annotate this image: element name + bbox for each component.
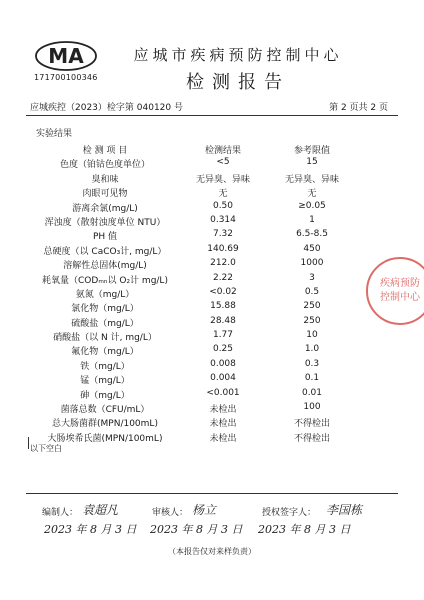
row-limit: 0.1 [304, 373, 320, 384]
row-result: 未检出 [209, 405, 237, 416]
prepared-date: 2023 年 8 月 3 日 [44, 523, 137, 536]
row-item: 浑浊度（散射浊度单位 NTU） [44, 217, 166, 228]
table-row [28, 431, 400, 445]
row-limit: 不得检出 [293, 433, 330, 444]
row-item: 耗氧量（CODₘₙ以 O₂计 mg/L) [42, 275, 168, 286]
row-item: 铁（mg/L） [80, 361, 130, 372]
end-note-bracket [28, 437, 29, 449]
table-row [28, 388, 400, 402]
official-seal-stamp [364, 255, 424, 327]
prepared-by-label: 编制人： [42, 508, 79, 518]
svg-text:疾病预防: 疾病预防 [380, 278, 420, 289]
svg-text:MA: MA [48, 44, 84, 68]
row-item: 总大肠菌群(MPN/100mL) [52, 419, 158, 430]
header-limit: 参考限值 [293, 146, 330, 156]
end-note: 以下空白 [30, 444, 62, 453]
table-row [28, 373, 400, 387]
row-limit: 1000 [300, 258, 324, 269]
row-limit: 0.01 [301, 387, 323, 398]
row-item: 总硬度（以 CaCO₃计, mg/L） [43, 246, 167, 257]
row-result: 0.50 [212, 200, 234, 211]
row-item: 砷（mg/L） [80, 390, 130, 401]
reviewed-by-label: 审核人： [152, 508, 189, 518]
table-row [28, 258, 400, 272]
page-number: 第 2 页共 2 页 [329, 103, 388, 113]
row-item: 锰（mg/L） [80, 376, 130, 387]
header-divider [26, 115, 398, 116]
row-item: 硝酸盐（以 N 计, mg/L） [53, 333, 157, 344]
table-row [28, 287, 400, 301]
row-result: 28.48 [210, 315, 236, 326]
row-result: 7.32 [212, 229, 234, 240]
row-result: 未检出 [209, 433, 237, 444]
row-result: 1.77 [212, 330, 234, 341]
table-row [28, 301, 400, 315]
organization-name: 应城市疾病预防控制中心 [133, 46, 343, 64]
row-limit: 不得检出 [293, 419, 330, 430]
approved-by-label: 授权签字人： [262, 508, 317, 518]
row-limit: 无异臭、异味 [284, 174, 339, 185]
row-result: 未检出 [209, 419, 237, 430]
row-limit: 450 [303, 243, 321, 254]
prepared-by-signature: 袁超凡 [82, 503, 119, 517]
row-result: 无 [218, 189, 228, 200]
disclaimer-note: （本报告仅对来样负责） [168, 547, 256, 556]
row-result: 0.004 [210, 373, 236, 384]
table-row [28, 344, 400, 358]
table-row [28, 172, 400, 186]
row-result: <0.001 [206, 387, 240, 398]
svg-text:控制中心: 控制中心 [380, 292, 420, 303]
table-header-row [28, 143, 400, 157]
header-item: 检 测 项 目 [82, 146, 128, 156]
row-item: 氯化物（mg/L） [71, 304, 139, 315]
table-row [28, 330, 400, 344]
row-limit: 250 [303, 301, 321, 312]
row-item: 氟化物（mg/L） [71, 347, 139, 358]
row-item: 氨氮（mg/L） [75, 289, 135, 300]
table-row [28, 229, 400, 243]
table-row [28, 186, 400, 200]
table-row [28, 416, 400, 430]
row-limit: 3 [309, 272, 315, 283]
row-result: 无异臭、异味 [195, 174, 250, 185]
row-result: 0.314 [210, 214, 236, 225]
row-item: 菌落总数（CFU/mL） [60, 405, 150, 416]
reviewed-date: 2023 年 8 月 3 日 [150, 523, 243, 536]
row-limit: 0.3 [304, 358, 320, 369]
row-result: 2.22 [212, 272, 234, 283]
approved-by-signature: 李国栋 [326, 503, 363, 517]
row-item: 大肠埃希氏菌(MPN/100mL) [47, 433, 163, 444]
row-item: 色度（铂钴色度单位） [59, 160, 150, 171]
row-item: 溶解性总固体(mg/L) [63, 261, 147, 272]
row-item: 游离余氯(mg/L) [72, 203, 138, 214]
row-limit: 6.5-8.5 [296, 229, 328, 240]
row-limit: 15 [306, 157, 318, 168]
row-item: PH 值 [92, 232, 118, 243]
document-title: 检测报告 [186, 72, 290, 93]
reviewed-by-signature: 杨立 [192, 503, 217, 517]
row-result: 0.008 [210, 358, 236, 369]
row-limit: 100 [303, 402, 321, 413]
row-limit: 1.0 [304, 344, 320, 355]
row-result: 212.0 [210, 258, 236, 269]
table-row [28, 157, 400, 171]
row-result: 15.88 [210, 301, 236, 312]
row-limit: 无 [307, 189, 317, 200]
table-row [28, 359, 400, 373]
row-result: 140.69 [207, 243, 239, 254]
row-item: 臭和味 [91, 174, 119, 185]
row-limit: 250 [303, 315, 321, 326]
footer-divider [26, 493, 398, 494]
table-row [28, 215, 400, 229]
row-limit: 1 [309, 214, 315, 225]
row-item: 硫酸盐（mg/L） [71, 318, 139, 329]
row-limit: 0.5 [304, 286, 320, 297]
table-row [28, 316, 400, 330]
report-number: 应城疾控（2023）检字第 040120 号 [30, 103, 183, 113]
row-item: 肉眼可见物 [82, 189, 128, 200]
row-result: <0.02 [209, 286, 237, 297]
header-result: 检测结果 [204, 146, 241, 156]
row-limit: ≥0.05 [298, 200, 326, 211]
ma-code: 171700100346 [34, 73, 98, 82]
approved-date: 2023 年 8 月 3 日 [258, 523, 351, 536]
table-row [28, 244, 400, 258]
row-limit: 10 [306, 330, 318, 341]
table-row [28, 273, 400, 287]
row-result: 0.25 [212, 344, 234, 355]
results-table [28, 143, 400, 445]
table-row [28, 201, 400, 215]
row-result: <5 [216, 157, 230, 168]
section-title: 实验结果 [36, 129, 73, 139]
table-row [28, 402, 400, 416]
